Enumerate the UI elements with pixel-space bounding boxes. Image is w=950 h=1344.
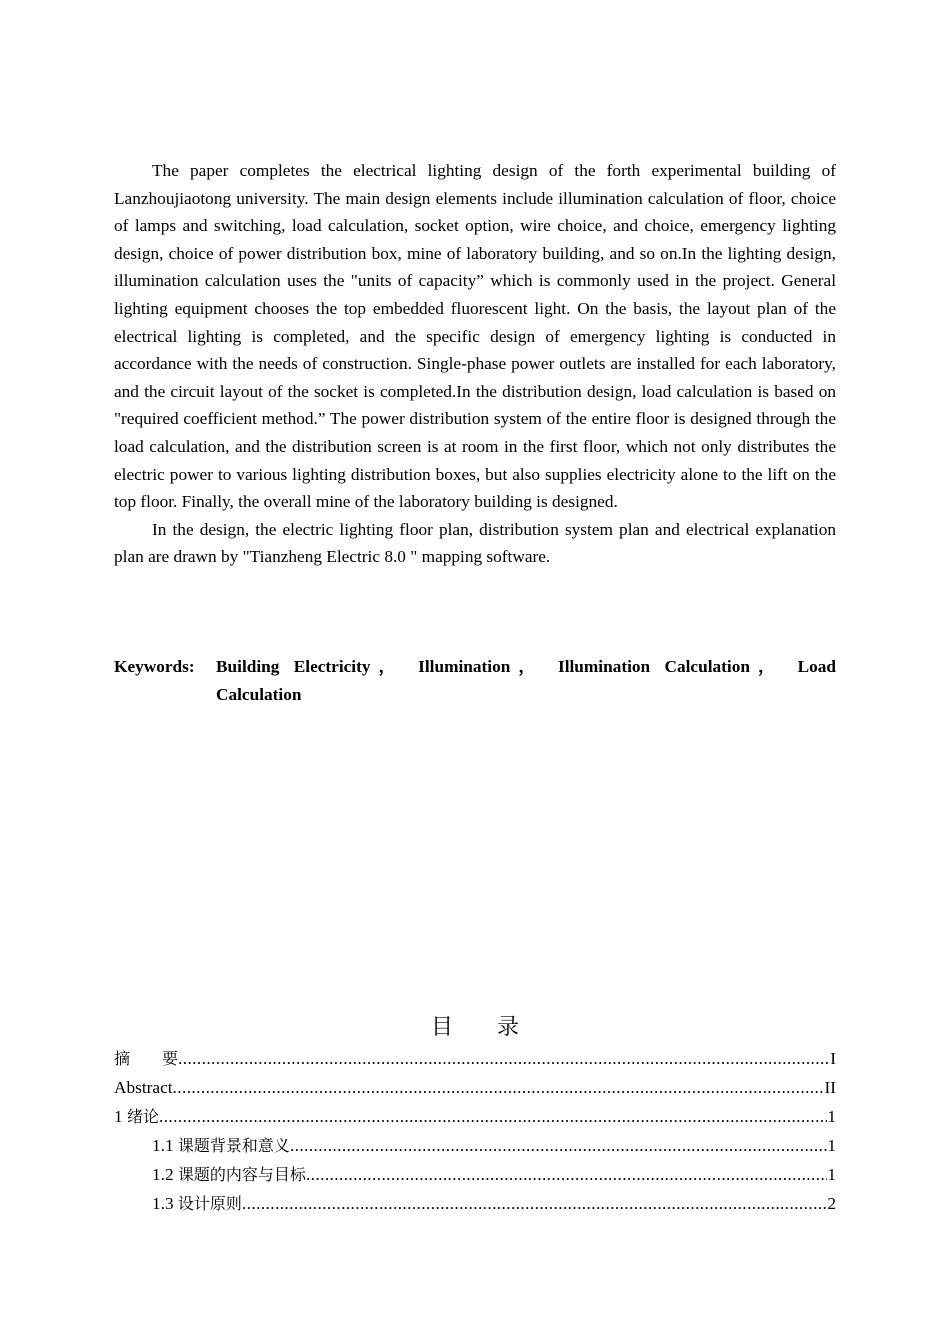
toc-entry-chapter-1[interactable] bbox=[114, 1102, 836, 1131]
table-of-contents bbox=[114, 1044, 836, 1218]
abstract-paragraph: The paper completes the electrical lighting design of the forth experimental building of Lanzhoujiaotong university. The main design elements include illumination calculation of floor, choice of lamps and switching, load calculation, socket option, wire choice, and choice, emergency lighting design, choice of power distribution box, mine of laboratory building, and so on.In the lighting design, illumination calculation uses the "units of capacity” which is commonly used in the project. General lighting equipment chooses the top embedded fluorescent light. On the basis, the layout plan of the electrical lighting is completed, and the specific design of emergency lighting is conducted in accordance with the needs of construction. Single-phase power outlets are installed for each laboratory, and the circuit layout of the socket is completed.In the distribution design, load calculation is based on "required coefficient method.” The power distribution system of the entire floor is designed through the load calculation, and the distribution screen is at room in the first floor, which not only distributes the electric power to various lighting distribution boxes, but also supplies electricity alone to the lift on the top floor. Finally, the overall mine of the laboratory building is designed. bbox=[114, 161, 836, 512]
toc-entry-abstract-cn[interactable] bbox=[114, 1044, 836, 1073]
toc-entry-label bbox=[114, 1102, 159, 1131]
toc-dot-leader bbox=[242, 1189, 827, 1218]
toc-entry-label bbox=[152, 1189, 242, 1218]
toc-entry-page: II bbox=[824, 1078, 836, 1097]
toc-dot-leader bbox=[159, 1102, 827, 1131]
toc-dot-leader bbox=[173, 1073, 825, 1102]
toc-entry-title: 课题的内容与目标 bbox=[177, 1165, 306, 1184]
keywords-text: Building Electricity， Illumination， Illumination Calculation， Load Calculation bbox=[216, 657, 836, 704]
toc-entry-page: 2 bbox=[827, 1194, 836, 1213]
abstract-paragraph: In the design, the electric lighting floor plan, distribution system plan and electrical explanation plan are drawn by "Tianzheng Electric 8.0 " mapping software. bbox=[114, 519, 836, 567]
toc-entry-page: 1 bbox=[827, 1107, 836, 1126]
toc-entry-title: 设计原则 bbox=[177, 1194, 242, 1213]
toc-entry-number: 1.2 bbox=[152, 1165, 178, 1184]
toc-entry-label: Abstract bbox=[114, 1078, 173, 1097]
toc-entry-number: 1 bbox=[114, 1107, 127, 1126]
toc-entry-section-1-1[interactable] bbox=[114, 1131, 836, 1160]
toc-entry-label bbox=[152, 1160, 306, 1189]
toc-entry-label: 摘 要 bbox=[114, 1049, 179, 1068]
toc-entry-page: 1 bbox=[827, 1165, 836, 1184]
toc-entry-title: 绪论 bbox=[126, 1107, 159, 1126]
keywords-line bbox=[114, 653, 836, 708]
toc-entry-abstract-en[interactable] bbox=[114, 1073, 836, 1102]
keywords-label: Keywords: bbox=[114, 657, 195, 676]
toc-entry-page: I bbox=[830, 1049, 836, 1068]
toc-entry-section-1-2[interactable] bbox=[114, 1160, 836, 1189]
toc-entry-section-1-3[interactable] bbox=[114, 1189, 836, 1218]
toc-entry-number: 1.1 bbox=[152, 1136, 178, 1155]
toc-entry-label bbox=[152, 1131, 290, 1160]
toc-title: 目 录 bbox=[430, 1015, 519, 1040]
toc-entry-page: 1 bbox=[827, 1136, 836, 1155]
toc-dot-leader bbox=[178, 1044, 830, 1073]
toc-entry-title: 课题背景和意义 bbox=[177, 1136, 290, 1155]
toc-dot-leader bbox=[290, 1131, 827, 1160]
abstract-body bbox=[114, 157, 836, 571]
toc-entry-number: 1.3 bbox=[152, 1194, 178, 1213]
toc-dot-leader bbox=[306, 1160, 827, 1189]
